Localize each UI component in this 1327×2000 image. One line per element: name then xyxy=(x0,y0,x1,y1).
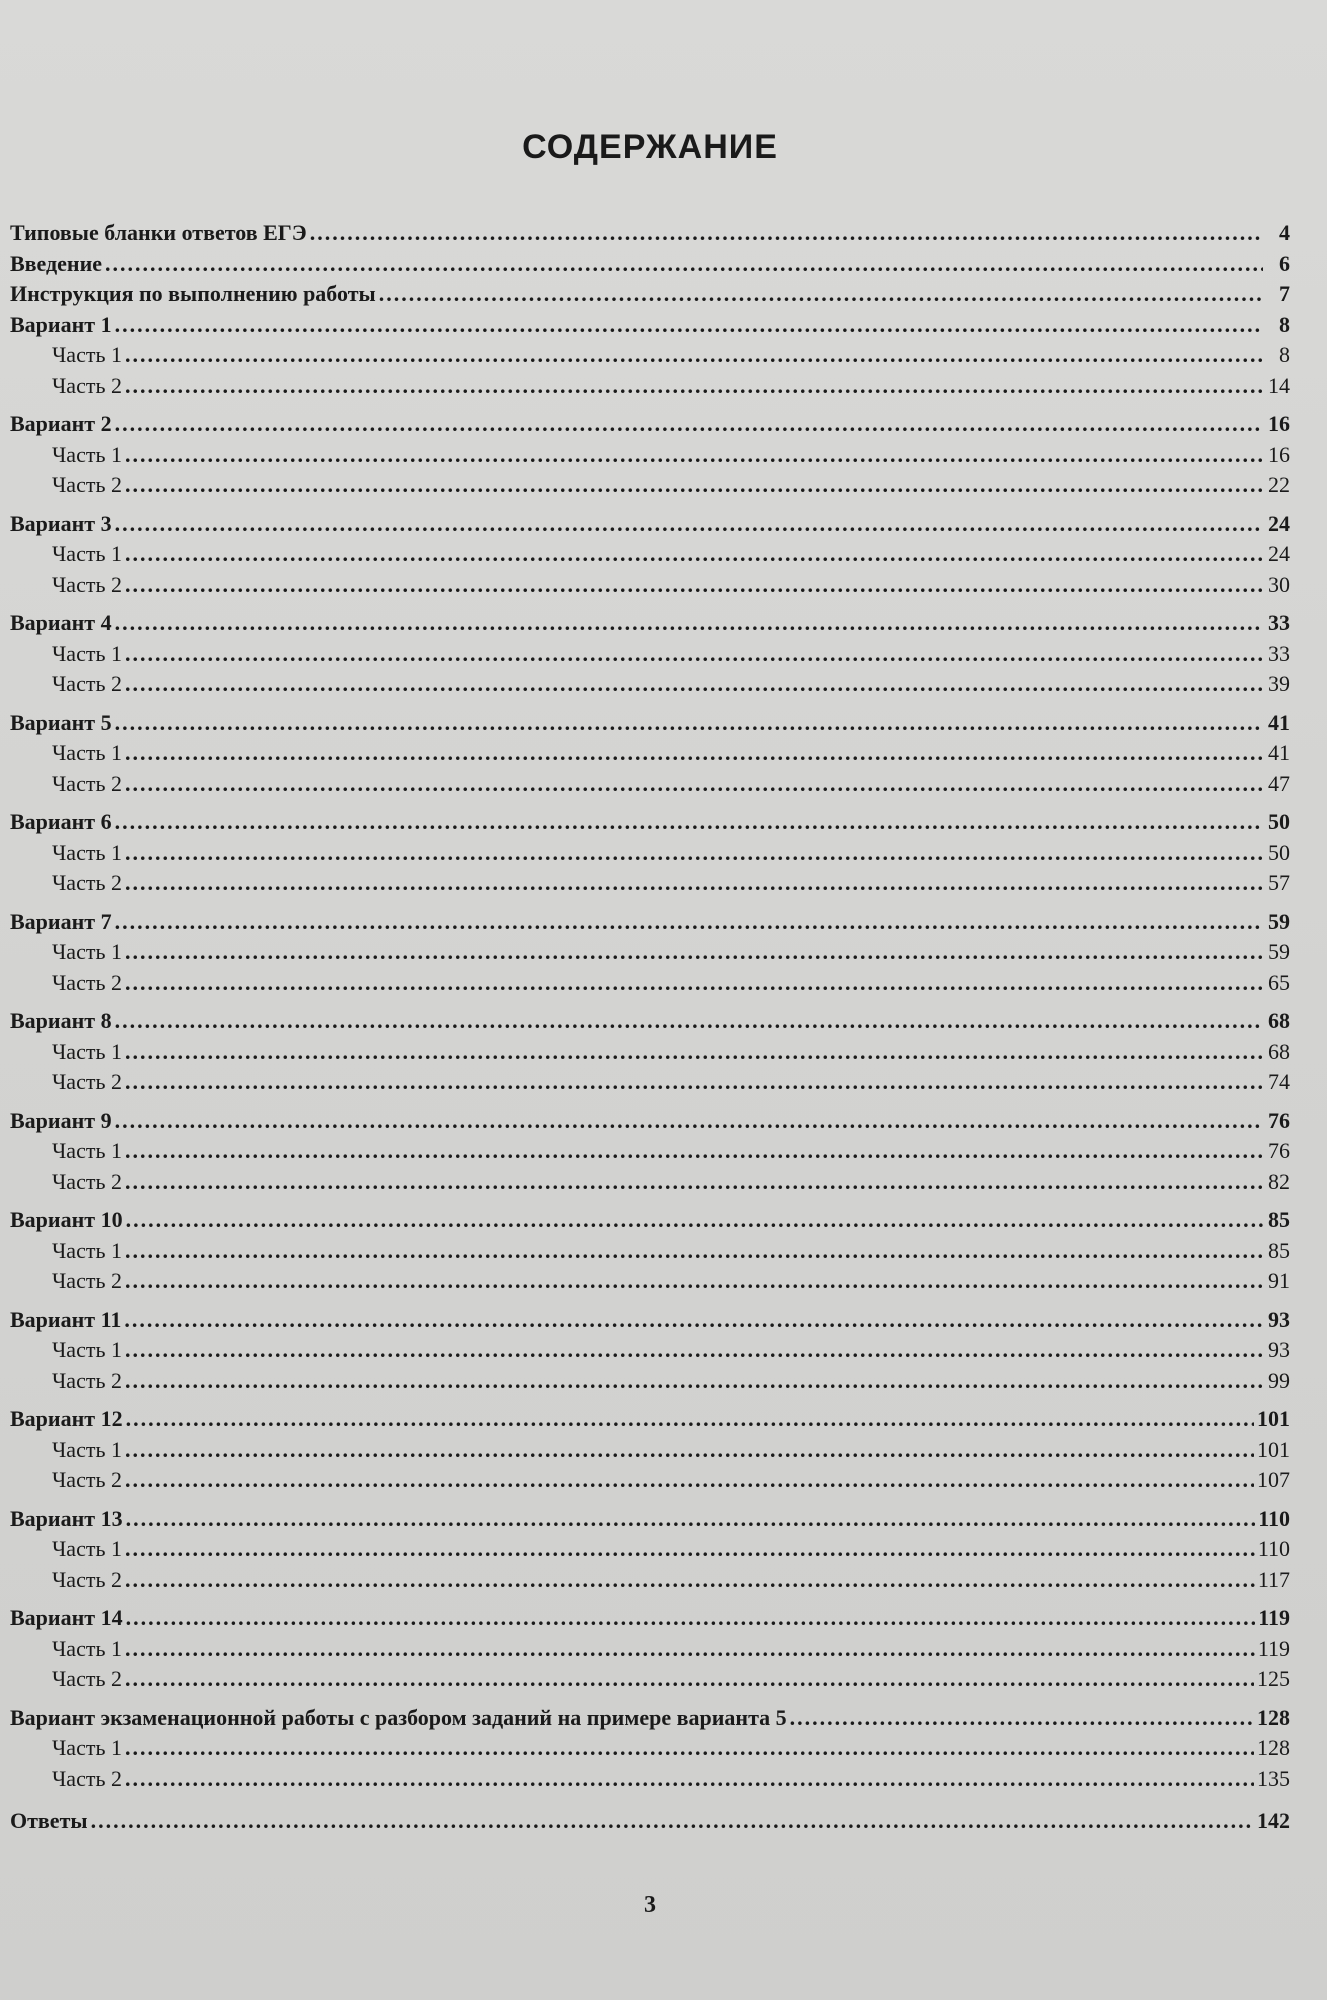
toc-entry-page: 76 xyxy=(1268,1138,1290,1163)
toc-subentry xyxy=(10,1067,1290,1098)
toc-entry-label: Часть 2 xyxy=(52,870,122,895)
toc-entry-page: 107 xyxy=(1257,1467,1290,1492)
toc-entry-page: 119 xyxy=(1257,1635,1290,1661)
toc-entry-label: Вариант 1 xyxy=(10,311,112,337)
toc-leader-dots xyxy=(310,218,1263,249)
toc-entry-label: Вариант 2 xyxy=(10,411,112,436)
toc-entry-page: 93 xyxy=(1268,1337,1290,1362)
toc-leader-dots xyxy=(125,1335,1263,1366)
toc-entry-page: 24 xyxy=(1268,510,1290,536)
toc-leader-dots xyxy=(125,440,1263,471)
toc-entry-page: 14 xyxy=(1268,372,1290,398)
toc-entry-page: 119 xyxy=(1258,1605,1290,1630)
toc-leader-dots xyxy=(125,371,1263,402)
toc-entry-label: Часть 2 xyxy=(52,1666,122,1691)
toc-entry-page: 128 xyxy=(1257,1735,1290,1760)
toc-leader-dots xyxy=(126,1205,1263,1236)
toc-subentry xyxy=(10,1733,1290,1764)
toc-leader-dots xyxy=(115,509,1263,540)
toc-leader-dots xyxy=(125,1664,1254,1695)
toc-entry-label: Часть 2 xyxy=(52,1069,122,1094)
toc-entry-label: Инструкция по выполнению работы xyxy=(10,281,376,306)
toc-entry-label: Вариант 13 xyxy=(10,1505,123,1531)
toc-entry-label: Вариант 6 xyxy=(10,809,112,834)
toc-leader-dots xyxy=(125,539,1263,570)
toc-entry-label: Часть 2 xyxy=(52,1367,122,1393)
toc-subentry xyxy=(10,1634,1290,1665)
toc-entry-page: 4 xyxy=(1279,220,1290,245)
toc-leader-dots xyxy=(125,1136,1263,1167)
toc-subentry xyxy=(10,470,1290,501)
toc-entry xyxy=(10,1404,1290,1435)
page-title: СОДЕРЖАНИЕ xyxy=(522,128,778,166)
toc-entry-page: 110 xyxy=(1257,1536,1290,1561)
toc-entry xyxy=(10,807,1290,838)
toc-entry-label: Вариант 14 xyxy=(10,1605,123,1630)
toc-entry-label: Часть 1 xyxy=(52,1337,122,1362)
toc-entry-label: Часть 2 xyxy=(52,969,122,995)
toc-leader-dots xyxy=(125,1266,1263,1297)
toc-entry-page: 7 xyxy=(1279,281,1290,306)
toc-entry-label: Введение xyxy=(10,250,103,276)
toc-leader-dots xyxy=(125,1435,1254,1466)
toc-entry-page: 85 xyxy=(1268,1237,1290,1263)
toc-subentry xyxy=(10,1465,1290,1496)
toc-subentry xyxy=(10,570,1290,601)
toc-entry-page: 50 xyxy=(1268,809,1290,834)
toc-entry-page: 6 xyxy=(1279,250,1290,276)
toc-entry-label: Ответы xyxy=(10,1808,88,1833)
toc-subentry xyxy=(10,1366,1290,1397)
toc-entry-page: 135 xyxy=(1257,1765,1290,1791)
toc-subentry xyxy=(10,1335,1290,1366)
toc-subentry xyxy=(10,738,1290,769)
toc-entry-page: 82 xyxy=(1268,1168,1290,1194)
toc-entry xyxy=(10,409,1290,440)
toc-subentry xyxy=(10,1764,1290,1795)
toc-entry-label: Часть 2 xyxy=(52,770,122,796)
toc-entry-label: Вариант 8 xyxy=(10,1008,112,1033)
toc-entry-label: Часть 2 xyxy=(52,372,122,398)
toc-leader-dots xyxy=(115,608,1263,639)
toc-subentry xyxy=(10,1664,1290,1695)
toc-entry-label: Часть 2 xyxy=(52,1566,122,1592)
toc-entry xyxy=(10,1603,1290,1634)
toc-entry-label: Часть 1 xyxy=(52,1635,122,1661)
toc-leader-dots xyxy=(115,1106,1263,1137)
toc-entry-label: Часть 1 xyxy=(52,839,122,865)
toc-subentry xyxy=(10,838,1290,869)
toc-entry-label: Часть 2 xyxy=(52,671,122,696)
toc-entry-label: Вариант 11 xyxy=(10,1306,122,1332)
toc-leader-dots xyxy=(125,639,1263,670)
toc-leader-dots xyxy=(125,1366,1263,1397)
toc-subentry xyxy=(10,1534,1290,1565)
toc-entry-label: Вариант 10 xyxy=(10,1207,123,1232)
toc-leader-dots xyxy=(115,708,1263,739)
toc-leader-dots xyxy=(115,1006,1263,1037)
toc-entry xyxy=(10,907,1290,938)
toc-entry-page: 117 xyxy=(1257,1566,1290,1592)
toc-entry xyxy=(10,1305,1290,1336)
toc-subentry xyxy=(10,440,1290,471)
toc-leader-dots xyxy=(125,868,1263,899)
toc-leader-dots xyxy=(125,937,1263,968)
toc-leader-dots xyxy=(115,310,1263,341)
toc-entry-label: Часть 1 xyxy=(52,740,122,765)
toc-entry-label: Часть 2 xyxy=(52,1168,122,1194)
toc-entry xyxy=(10,1106,1290,1137)
toc-leader-dots xyxy=(115,807,1263,838)
toc-entry-page: 68 xyxy=(1268,1038,1290,1064)
toc-entry-label: Часть 1 xyxy=(52,541,122,566)
toc-entry-page: 59 xyxy=(1268,939,1290,964)
toc-entry-label: Вариант 5 xyxy=(10,709,112,735)
toc-entry-page: 47 xyxy=(1268,770,1290,796)
toc-entry-page: 74 xyxy=(1268,1069,1290,1094)
toc-subentry xyxy=(10,1236,1290,1267)
toc-subentry xyxy=(10,968,1290,999)
page-number: 3 xyxy=(644,1892,656,1918)
toc-entry-page: 93 xyxy=(1268,1306,1290,1332)
toc-entry xyxy=(10,1006,1290,1037)
toc-entry-label: Часть 1 xyxy=(52,640,122,666)
toc-leader-dots xyxy=(126,1603,1256,1634)
toc-entry xyxy=(10,1504,1290,1535)
toc-entry-label: Вариант 3 xyxy=(10,510,112,536)
toc-entry xyxy=(10,279,1290,310)
toc-subentry xyxy=(10,1565,1290,1596)
toc-leader-dots xyxy=(125,1764,1254,1795)
toc-leader-dots xyxy=(91,1806,1254,1837)
toc-leader-dots xyxy=(125,769,1263,800)
toc-entry-page: 101 xyxy=(1257,1436,1290,1462)
toc-leader-dots xyxy=(125,470,1263,501)
toc-entry-label: Часть 1 xyxy=(52,441,122,467)
toc-entry-page: 110 xyxy=(1258,1505,1290,1531)
toc-entry-label: Часть 1 xyxy=(52,1735,122,1760)
toc-leader-dots xyxy=(790,1703,1254,1734)
toc-entry-label: Часть 2 xyxy=(52,472,122,497)
toc-leader-dots xyxy=(125,570,1263,601)
toc-entry xyxy=(10,708,1290,739)
toc-entry xyxy=(10,1703,1290,1734)
toc-subentry xyxy=(10,371,1290,402)
toc-entry-page: 41 xyxy=(1268,740,1290,765)
toc-subentry xyxy=(10,769,1290,800)
toc-entry-page: 76 xyxy=(1268,1107,1290,1133)
toc-entry-page: 128 xyxy=(1257,1704,1290,1730)
toc-entry-page: 24 xyxy=(1268,541,1290,566)
toc-entry-page: 50 xyxy=(1268,839,1290,865)
toc-subentry xyxy=(10,1266,1290,1297)
toc-entry-label: Часть 1 xyxy=(52,1038,122,1064)
toc-entry-label: Часть 2 xyxy=(52,571,122,597)
toc-entry-label: Часть 2 xyxy=(52,1467,122,1492)
toc-entry xyxy=(10,608,1290,639)
toc-leader-dots xyxy=(125,340,1263,371)
toc-leader-dots xyxy=(125,1733,1254,1764)
toc-entry-page: 101 xyxy=(1257,1406,1290,1431)
toc-entry-page: 22 xyxy=(1268,472,1290,497)
toc-entry-page: 30 xyxy=(1268,571,1290,597)
toc-entry xyxy=(10,509,1290,540)
toc-entry-label: Вариант 12 xyxy=(10,1406,123,1431)
toc-entry xyxy=(10,249,1290,280)
toc-leader-dots xyxy=(125,1037,1263,1068)
toc-leader-dots xyxy=(125,968,1263,999)
toc-leader-dots xyxy=(125,1534,1255,1565)
toc-entry-label: Часть 1 xyxy=(52,1237,122,1263)
toc-leader-dots xyxy=(115,409,1263,440)
toc-entry-page: 57 xyxy=(1268,870,1290,895)
toc-leader-dots xyxy=(125,1634,1255,1665)
toc-entry-label: Вариант экзаменационной работы с разбором заданий на примере варианта 5 xyxy=(10,1704,787,1730)
toc-entry-page: 85 xyxy=(1268,1207,1290,1232)
toc-entry-page: 142 xyxy=(1257,1808,1290,1833)
toc-entry-page: 8 xyxy=(1279,311,1290,337)
toc-subentry xyxy=(10,1136,1290,1167)
toc-entry xyxy=(10,1205,1290,1236)
toc-entry-page: 41 xyxy=(1268,709,1290,735)
toc-leader-dots xyxy=(125,1236,1263,1267)
toc-leader-dots xyxy=(125,1465,1254,1496)
toc-entry-label: Часть 1 xyxy=(52,342,122,367)
toc-subentry xyxy=(10,1435,1290,1466)
toc-subentry xyxy=(10,669,1290,700)
toc-entry-page: 59 xyxy=(1268,908,1290,934)
toc-entry-page: 65 xyxy=(1268,969,1290,995)
toc-entry-label: Типовые бланки ответов ЕГЭ xyxy=(10,220,307,245)
toc-entry-page: 125 xyxy=(1257,1666,1290,1691)
toc-leader-dots xyxy=(125,1167,1263,1198)
toc-leader-dots xyxy=(125,738,1263,769)
toc-subentry xyxy=(10,1037,1290,1068)
toc-subentry xyxy=(10,937,1290,968)
toc-leader-dots xyxy=(125,669,1263,700)
toc-entry xyxy=(10,310,1290,341)
toc-entry-page: 39 xyxy=(1268,671,1290,696)
toc-subentry xyxy=(10,539,1290,570)
toc-entry xyxy=(10,218,1290,249)
toc-entry-label: Вариант 7 xyxy=(10,908,112,934)
toc-entry-label: Часть 2 xyxy=(52,1765,122,1791)
table-of-contents xyxy=(10,218,1290,1837)
toc-leader-dots xyxy=(125,1067,1263,1098)
toc-entry-page: 91 xyxy=(1268,1268,1290,1293)
toc-subentry xyxy=(10,340,1290,371)
toc-leader-dots xyxy=(379,279,1263,310)
toc-leader-dots xyxy=(126,1404,1254,1435)
toc-entry-label: Часть 1 xyxy=(52,1436,122,1462)
toc-entry-label: Часть 1 xyxy=(52,1138,122,1163)
toc-entry-label: Часть 1 xyxy=(52,939,122,964)
toc-subentry xyxy=(10,868,1290,899)
toc-subentry xyxy=(10,639,1290,670)
toc-entry-page: 99 xyxy=(1268,1367,1290,1393)
toc-entry-label: Часть 2 xyxy=(52,1268,122,1293)
toc-leader-dots xyxy=(125,838,1263,869)
toc-leader-dots xyxy=(115,907,1263,938)
toc-entry-label: Вариант 9 xyxy=(10,1107,112,1133)
toc-entry xyxy=(10,1806,1290,1837)
toc-leader-dots xyxy=(105,249,1263,280)
toc-entry-page: 16 xyxy=(1268,411,1290,436)
toc-leader-dots xyxy=(125,1565,1255,1596)
toc-entry-page: 68 xyxy=(1268,1008,1290,1033)
toc-entry-page: 8 xyxy=(1279,342,1290,367)
toc-entry-page: 33 xyxy=(1268,640,1290,666)
toc-entry-page: 16 xyxy=(1268,441,1290,467)
toc-entry-label: Часть 1 xyxy=(52,1536,122,1561)
toc-subentry xyxy=(10,1167,1290,1198)
toc-entry-page: 33 xyxy=(1268,610,1290,635)
toc-leader-dots xyxy=(126,1504,1256,1535)
toc-leader-dots xyxy=(124,1305,1263,1336)
toc-entry-label: Вариант 4 xyxy=(10,610,112,635)
